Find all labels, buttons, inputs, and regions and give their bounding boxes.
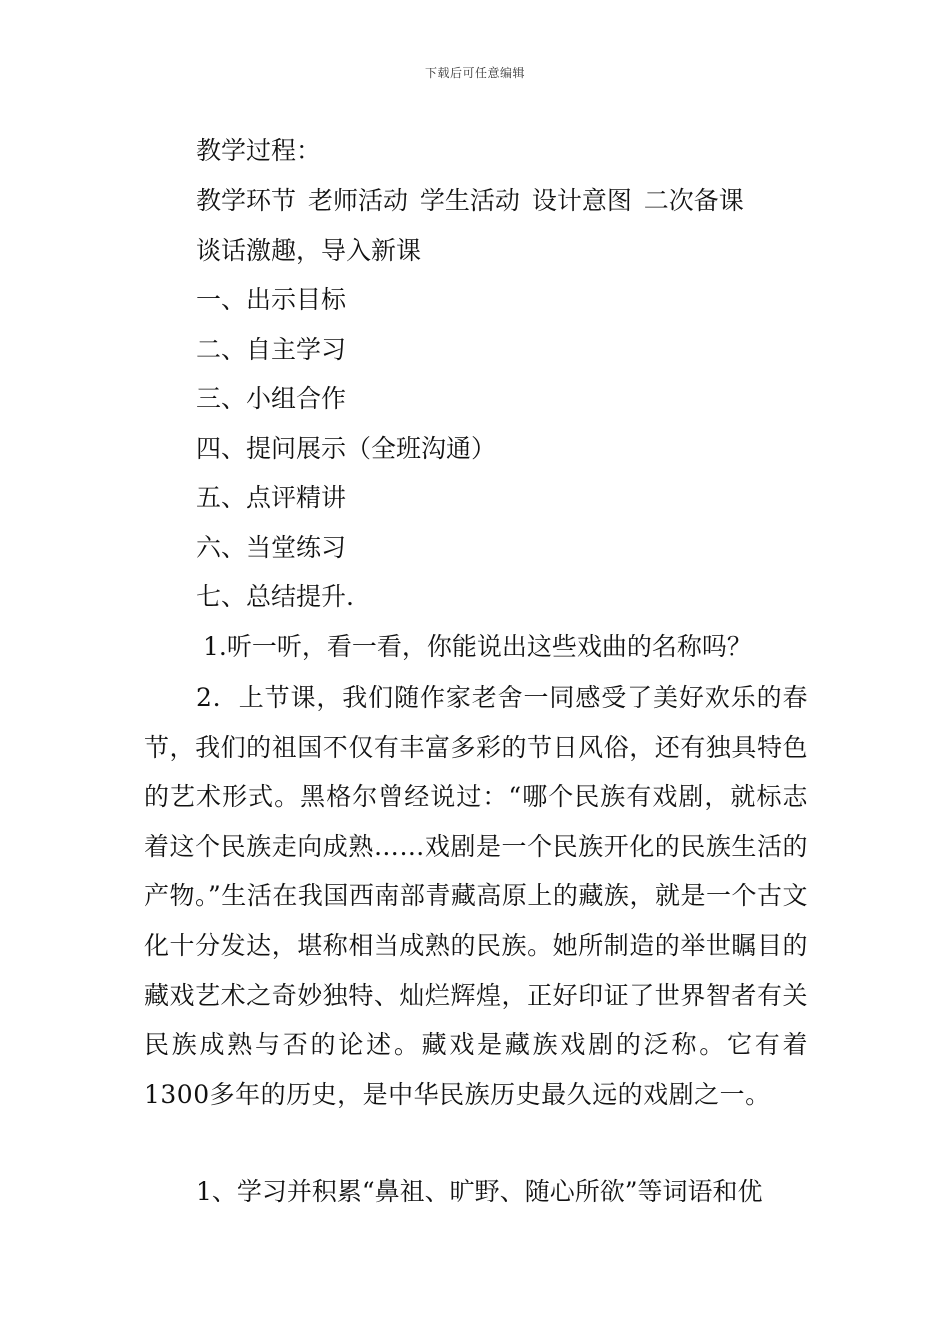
question-1: 1.听一听，看一看，你能说出这些戏曲的名称吗？: [203, 632, 752, 661]
step-item-6: 六、当堂练习: [196, 533, 347, 562]
step-item-2: 二、自主学习: [196, 335, 347, 364]
intro-line: 谈话激趣，导入新课: [196, 236, 422, 265]
teaching-process-heading: 教学过程：: [196, 136, 322, 165]
step-item-3: 三、小组合作: [196, 384, 347, 413]
paragraph-3: 1、学习并积累“鼻祖、旷野、随心所欲”等词语和优: [196, 1177, 763, 1206]
step-item-5: 五、点评精讲: [196, 483, 347, 512]
step-item-4: 四、提问展示（全班沟通）: [196, 434, 497, 463]
paragraph-2: [144, 673, 808, 1119]
teaching-columns-line: 教学环节 老师活动 学生活动 设计意图 二次备课: [196, 186, 744, 215]
step-item-7: 七、总结提升.: [196, 582, 354, 611]
page-header: 下载后可任意编辑: [424, 66, 525, 80]
paragraph-2-text: 2．上节课，我们随作家老舍一同感受了美好欢乐的春节，我们的祖国不仅有丰富多彩的节日风俗，还有独具特色的艺术形式。黑格尔曾经说过：“哪个民族有戏剧，就标志着这个民族走向成熟……戏剧是一个民族开化的民族生活的产物。”生活在我国西南部青藏高原上的藏族，就是一个古文化十分发达，堪称相当成熟的民族。她所制造的举世瞩目的藏戏艺术之奇妙独特、灿烂辉煌，正好印证了世界智者有关民族成熟与否的论述。藏戏是藏族戏剧的泛称。它有着1300多年的历史，是中华民族历史最久远的戏剧之一。: [144, 683, 808, 1109]
step-item-1: 一、出示目标: [196, 285, 347, 314]
